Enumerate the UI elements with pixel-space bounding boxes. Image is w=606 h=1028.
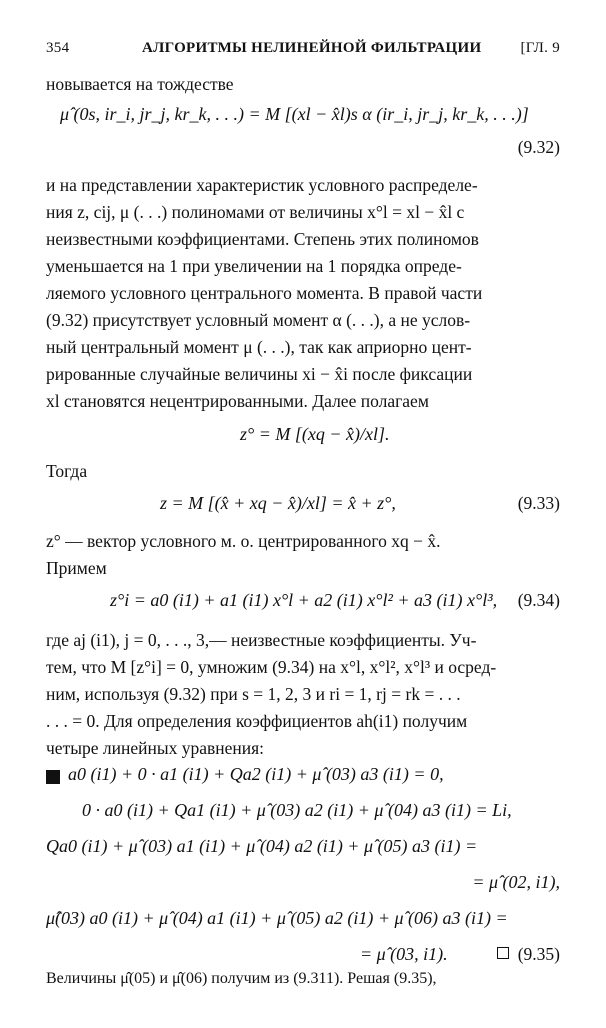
chapter-label: [ГЛ. 9 [520, 40, 560, 56]
system-equation-2: 0 · a0 (i1) + Qa1 (i1) + μ̂ (03) a2 (i1) + μ̂ (04) a3 (i1) = Li, [82, 800, 512, 820]
system-equation-3-rhs: = μ̂ (02, i1), [472, 872, 560, 892]
text-line: Примем [46, 558, 107, 578]
proof-marker-square [46, 770, 60, 784]
text-line: ляемого условного центрального момента. В правой части [46, 283, 483, 303]
running-title: АЛГОРИТМЫ НЕЛИНЕЙНОЙ ФИЛЬТРАЦИИ [142, 40, 482, 56]
equation-number-9-35 [497, 944, 560, 965]
text-line: ный центральный момент μ (. . .), так как априорно цент- [46, 337, 472, 357]
text-line: уменьшается на 1 при увеличении на 1 порядка опреде- [46, 256, 462, 276]
text-line: ним, используя (9.32) при s = 1, 2, 3 и ri = 1, rj = rk = . . . [46, 684, 461, 704]
text-line: Величины μ̂(05) и μ̂(06) получим из (9.311). Решая (9.35), [46, 970, 437, 987]
system-equation-4: μ̂(03) a0 (i1) + μ̂ (04) a1 (i1) + μ̂ (05) a2 (i1) + μ̂ (06) a3 (i1) = [46, 908, 508, 928]
text-line: xl становятся нецентрированными. Далее полагаем [46, 391, 429, 411]
text-line: и на представлении характеристик условного распределе- [46, 175, 478, 195]
equation-9-33: z = M [(x̂ + xq − x̂)/xl] = x̂ + z°, [160, 493, 396, 513]
equation-number: (9.33) [517, 493, 560, 513]
running-header [46, 40, 560, 62]
equation-number: (9.32) [517, 137, 560, 157]
equation-9-34: z°i = a0 (i1) + a1 (i1) x°l + a2 (i1) x°l² + a3 (i1) x°l³, [110, 590, 498, 610]
end-of-proof-icon [497, 947, 509, 959]
equation-9-32: μ̂ (0s, ir_i, jr_j, kr_k, . . .) = M [(xl − x̂l)s α (ir_i, jr_j, kr_k, . . .)] [60, 104, 529, 124]
system-equation-3: Qa0 (i1) + μ̂ (03) a1 (i1) + μ̂ (04) a2 (i1) + μ̂ (05) a3 (i1) = [46, 836, 478, 856]
page-number: 354 [46, 40, 70, 56]
text-line: четыре линейных уравнения: [46, 738, 265, 758]
text-line: ния z, cij, μ (. . .) полиномами от величины x°l = xl − x̂l с [46, 202, 465, 222]
text-line: где aj (i1), j = 0, . . ., 3,— неизвестные коэффициенты. Уч- [46, 630, 477, 650]
text-line: новывается на тождестве [46, 74, 234, 94]
text-line: Тогда [46, 461, 88, 481]
equation-number: (9.34) [517, 590, 560, 610]
equation-z-centered: z° = M [(xq − x̂)/xl]. [240, 424, 390, 444]
text-line: рированные случайные величины xi − x̂i после фиксации [46, 364, 473, 384]
system-equation-1: a0 (i1) + 0 · a1 (i1) + Qa2 (i1) + μ̂ (03) a3 (i1) = 0, [68, 764, 444, 784]
text-line: неизвестными коэффициентами. Степень этих полиномов [46, 229, 479, 249]
equation-number: (9.35) [517, 944, 560, 964]
text-line: z° — вектор условного м. о. центрированного xq − x̂. [46, 531, 441, 551]
text-line: (9.32) присутствует условный момент α (. . .), а не услов- [46, 310, 471, 330]
system-equation-4-rhs: = μ̂ (03, i1). [360, 944, 448, 964]
text-line: . . . = 0. Для определения коэффициентов ah(i1) получим [46, 711, 468, 731]
text-line: тем, что M [z°i] = 0, умножим (9.34) на x°l, x°l², x°l³ и осред- [46, 657, 497, 677]
